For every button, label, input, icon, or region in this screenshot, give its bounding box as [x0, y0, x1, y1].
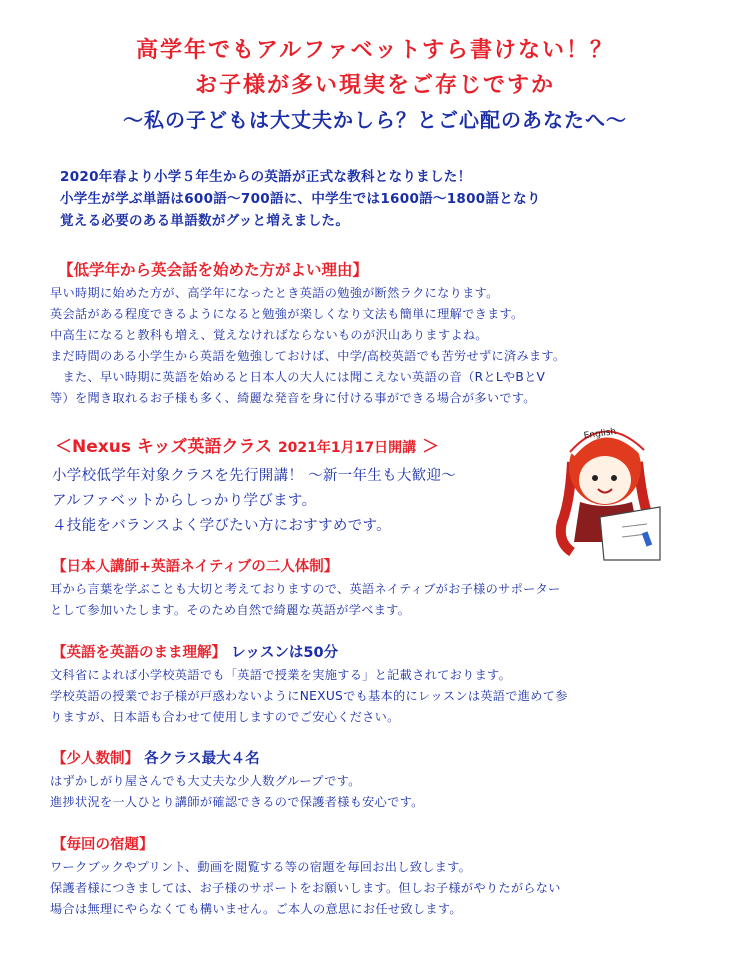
section-line: 耳から言葉を学ぶことも大切と考えておりますので、英語ネイティブがお子様のサポーター	[50, 582, 561, 596]
reason-line: 英会話がある程度できるようになると勉強が楽しくなり文法も簡単に理解できます。	[50, 307, 524, 321]
section-title: 【毎回の宿題】	[52, 837, 154, 853]
intro-line: 小学生が学ぶ単語は600語～700語に、中学生では1600語～1800語となり	[60, 191, 541, 207]
section-line: はずかしがり屋さんでも大丈夫な少人数グループです。	[50, 774, 361, 788]
reason-line: 早い時期に始めた方が、高学年になったとき英語の勉強が断然ラクになります。	[50, 286, 499, 300]
reason-line: また、早い時期に英語を始めると日本人の大人には聞こえない英語の音（RとLやBとV	[50, 370, 546, 384]
reason-line: 等）を聞き取れるお子様も多く、綺麗な発音を身に付ける事ができる場合が多いです。	[50, 391, 536, 405]
section-heading	[52, 747, 260, 768]
intro-line: 2020年春より小学５年生からの英語が正式な教科となりました！	[60, 169, 472, 185]
section-line: ワークブックやプリント、動画を閲覧する等の宿題を毎回お出し致します。	[50, 860, 472, 874]
nexus-close: ＞	[422, 437, 440, 457]
nexus-class-title	[55, 432, 439, 457]
class-line: ４技能をバランスよく学びたい方におすすめです。	[52, 518, 391, 534]
section-line: 進捗状況を一人ひとり講師が確認できるので保護者様も安心です。	[50, 795, 424, 809]
headline-subtitle: ～私の子どもは大丈夫かしら？とご心配のあなたへ～	[123, 108, 627, 132]
section-title: 【日本人講師+英語ネイティブの二人体制】	[52, 559, 339, 575]
section-heading	[52, 833, 154, 854]
headline-line-1: 高学年でもアルファベットすら書けない！？	[135, 38, 615, 63]
reason-line: まだ時間のある小学生から英語を勉強しておけば、中学/高校英語でも苦労せずに済みます。	[50, 349, 566, 363]
section-line: 保護者様につきましては、お子様のサポートをお願いします。但しお子様がやりたがらない	[50, 881, 561, 895]
section-line: 学校英語の授業でお子様が戸惑わないようにNEXUSでも基本的にレッスンは英語で進めて参	[50, 689, 568, 703]
section-extra: 各クラス最大４名	[144, 751, 260, 767]
intro-line: 覚える必要のある単語数がグッと増えました。	[60, 213, 350, 229]
class-line: アルファベットからしっかり学びます。	[52, 493, 317, 509]
section-line: として参加いたします。そのため自然で綺麗な英語が学べます。	[50, 603, 411, 617]
reasons-heading: 【低学年から英会話を始めた方がよい理由】	[58, 261, 369, 279]
headline-line-2: お子様が多い現実をご存じですか	[194, 73, 555, 98]
reason-line: 中高生になると教科も増え、覚えなければならないものが沢山ありますよね。	[50, 328, 488, 342]
nexus-date: 2021年1月17日開講	[277, 440, 417, 456]
class-line: 小学校低学年対象クラスを先行開講！ ～新一年生も大歓迎～	[52, 468, 457, 484]
girl-illustration	[552, 392, 662, 562]
nexus-title: ＜Nexus キッズ英語クラス	[55, 437, 273, 457]
section-heading	[52, 555, 338, 576]
section-line: 文科省によれば小学校英語でも「英語で授業を実施する」と記載されております。	[50, 668, 512, 682]
section-heading	[52, 641, 338, 662]
section-line: 場合は無理にやらなくても構いません。ご本人の意思にお任せ致します。	[50, 902, 462, 916]
section-title: 【少人数制】	[52, 751, 139, 767]
headband-text: English	[583, 427, 617, 442]
section-extra: レッスンは50分	[231, 645, 339, 661]
section-title: 【英語を英語のまま理解】	[52, 645, 226, 661]
section-line: りますが、日本語も合わせて使用しますのでご安心ください。	[50, 710, 400, 724]
